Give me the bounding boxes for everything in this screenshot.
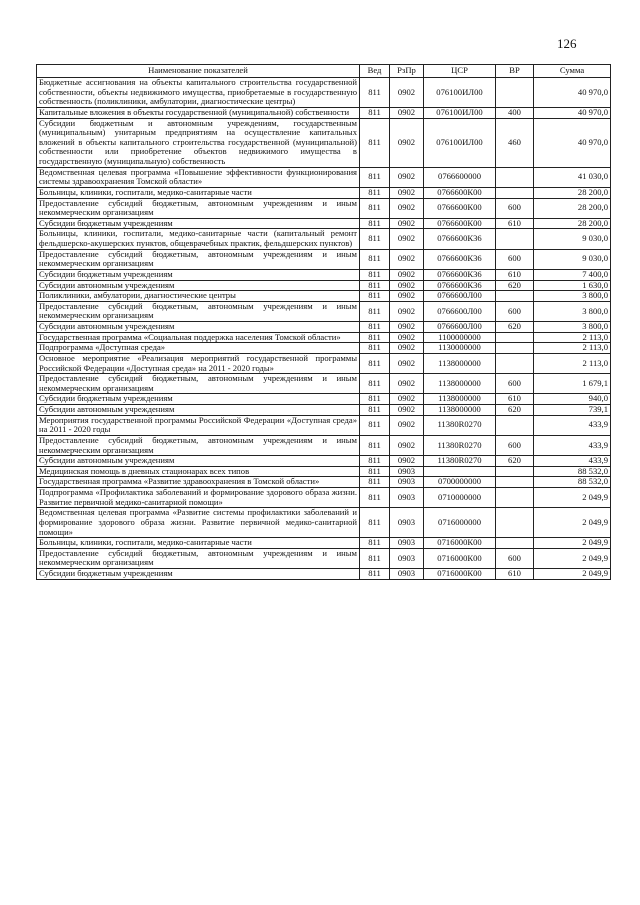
cell-rzpr: 0903 (390, 466, 424, 477)
cell-csr: 1138000000 (424, 405, 496, 416)
cell-ved: 811 (360, 280, 390, 291)
cell-csr: 0766600000 (424, 167, 496, 187)
table-body (37, 78, 611, 580)
cell-sum: 2 113,0 (534, 332, 611, 343)
cell-ved: 811 (360, 456, 390, 467)
table-row (37, 249, 611, 269)
cell-vr: 620 (496, 280, 534, 291)
cell-sum: 2 049,9 (534, 538, 611, 549)
cell-name: Предоставление субсидий бюджетным, автономным учреждениям и иным некоммерческим организациям (37, 435, 360, 455)
cell-rzpr: 0902 (390, 456, 424, 467)
cell-rzpr: 0902 (390, 229, 424, 249)
cell-csr: 0716000К00 (424, 548, 496, 568)
cell-name: Больницы, клиники, госпитали, медико-санитарные части (37, 187, 360, 198)
cell-vr (496, 229, 534, 249)
cell-csr: 0766600К36 (424, 249, 496, 269)
cell-vr (496, 477, 534, 488)
cell-ved: 811 (360, 569, 390, 580)
cell-csr: 11380R0270 (424, 435, 496, 455)
table-row (37, 322, 611, 333)
cell-csr: 1138000000 (424, 374, 496, 394)
table-header (37, 65, 611, 78)
cell-csr: 11380R0270 (424, 415, 496, 435)
cell-rzpr: 0902 (390, 269, 424, 280)
cell-vr: 620 (496, 405, 534, 416)
cell-name: Предоставление субсидий бюджетным, автономным учреждениям и иным некоммерческим организациям (37, 249, 360, 269)
cell-name: Предоставление субсидий бюджетным, автономным учреждениям и иным некоммерческим организациям (37, 374, 360, 394)
cell-sum: 40 970,0 (534, 118, 611, 167)
cell-name: Подпрограмма «Доступная среда» (37, 343, 360, 354)
table-row (37, 538, 611, 549)
cell-sum: 3 800,0 (534, 301, 611, 321)
cell-sum: 2 113,0 (534, 343, 611, 354)
table-row (37, 466, 611, 477)
cell-sum: 2 049,9 (534, 569, 611, 580)
cell-name: Предоставление субсидий бюджетным, автономным учреждениям и иным некоммерческим организациям (37, 548, 360, 568)
cell-sum: 9 030,0 (534, 249, 611, 269)
cell-ved: 811 (360, 435, 390, 455)
cell-vr (496, 538, 534, 549)
cell-vr: 610 (496, 569, 534, 580)
cell-csr: 0766600К00 (424, 187, 496, 198)
cell-ved: 811 (360, 218, 390, 229)
cell-sum: 40 970,0 (534, 78, 611, 108)
cell-sum: 41 030,0 (534, 167, 611, 187)
cell-ved: 811 (360, 198, 390, 218)
cell-vr: 600 (496, 249, 534, 269)
table-row (37, 405, 611, 416)
cell-sum: 2 049,9 (534, 548, 611, 568)
cell-ved: 811 (360, 353, 390, 373)
cell-sum: 88 532,0 (534, 466, 611, 477)
cell-name: Субсидии бюджетным учреждениям (37, 218, 360, 229)
cell-vr: 610 (496, 218, 534, 229)
cell-ved: 811 (360, 415, 390, 435)
table-row (37, 488, 611, 508)
cell-rzpr: 0902 (390, 167, 424, 187)
cell-rzpr: 0902 (390, 280, 424, 291)
page-number: 126 (557, 36, 577, 51)
table-row (37, 374, 611, 394)
cell-rzpr: 0902 (390, 78, 424, 108)
header-rzpr: РзПр (390, 65, 424, 78)
cell-sum: 28 200,0 (534, 198, 611, 218)
cell-name: Ведомственная целевая программа «Развитие системы профилактики заболеваний и формирование здорового образа жизни. Развитие первичной медико-санитарной помощи» (37, 508, 360, 538)
cell-rzpr: 0902 (390, 218, 424, 229)
cell-vr: 600 (496, 301, 534, 321)
cell-rzpr: 0902 (390, 353, 424, 373)
cell-vr (496, 332, 534, 343)
cell-ved: 811 (360, 466, 390, 477)
cell-ved: 811 (360, 394, 390, 405)
cell-ved: 811 (360, 477, 390, 488)
cell-rzpr: 0902 (390, 343, 424, 354)
cell-vr: 600 (496, 435, 534, 455)
header-name: Наименование показателей (37, 65, 360, 78)
cell-name: Капитальные вложения в объекты государственной (муниципальной) собственности (37, 107, 360, 118)
cell-csr: 0766600К00 (424, 198, 496, 218)
cell-ved: 811 (360, 488, 390, 508)
cell-csr: 0716000К00 (424, 538, 496, 549)
cell-ved: 811 (360, 118, 390, 167)
cell-csr: 0766600К36 (424, 229, 496, 249)
cell-rzpr: 0902 (390, 249, 424, 269)
cell-sum: 7 400,0 (534, 269, 611, 280)
cell-vr: 620 (496, 322, 534, 333)
cell-rzpr: 0902 (390, 374, 424, 394)
cell-csr: 076100ИЛ00 (424, 118, 496, 167)
cell-csr: 0716000К00 (424, 569, 496, 580)
cell-csr: 0766600Л00 (424, 301, 496, 321)
table-row (37, 353, 611, 373)
cell-sum: 40 970,0 (534, 107, 611, 118)
cell-csr: 0766600Л00 (424, 322, 496, 333)
cell-vr: 600 (496, 374, 534, 394)
cell-rzpr: 0902 (390, 435, 424, 455)
cell-name: Субсидии автономным учреждениям (37, 456, 360, 467)
cell-csr: 0766600Л00 (424, 291, 496, 302)
cell-ved: 811 (360, 374, 390, 394)
cell-csr: 1130000000 (424, 343, 496, 354)
table-row (37, 435, 611, 455)
table-row (37, 269, 611, 280)
cell-vr (496, 488, 534, 508)
cell-sum: 2 049,9 (534, 508, 611, 538)
cell-sum: 3 800,0 (534, 291, 611, 302)
budget-table (36, 64, 611, 580)
table-row (37, 198, 611, 218)
cell-ved: 811 (360, 301, 390, 321)
cell-name: Бюджетные ассигнования на объекты капитального строительства государственной собственности, объекты недвижимого имущества, приобретаемые в государственную собственность (поликлиники, амбулатории, диагностические центры) (37, 78, 360, 108)
cell-ved: 811 (360, 269, 390, 280)
cell-vr (496, 466, 534, 477)
table-row (37, 394, 611, 405)
cell-name: Поликлиники, амбулатории, диагностические центры (37, 291, 360, 302)
table-row (37, 78, 611, 108)
cell-vr: 460 (496, 118, 534, 167)
cell-ved: 811 (360, 343, 390, 354)
cell-sum: 1 630,0 (534, 280, 611, 291)
cell-vr: 400 (496, 107, 534, 118)
cell-csr (424, 466, 496, 477)
cell-csr: 1138000000 (424, 394, 496, 405)
table-row (37, 291, 611, 302)
cell-vr (496, 187, 534, 198)
header-row (37, 65, 611, 78)
cell-csr: 0716000000 (424, 508, 496, 538)
header-ved: Вед (360, 65, 390, 78)
cell-name: Больницы, клиники, госпитали, медико-санитарные части (капитальный ремонт фельдшерско-акушерских пунктов, общеврачебных практик, фельдшерских пунктов) (37, 229, 360, 249)
cell-vr: 610 (496, 394, 534, 405)
cell-ved: 811 (360, 405, 390, 416)
cell-ved: 811 (360, 167, 390, 187)
table-row (37, 218, 611, 229)
cell-ved: 811 (360, 548, 390, 568)
cell-name: Субсидии автономным учреждениям (37, 405, 360, 416)
cell-vr: 610 (496, 269, 534, 280)
cell-sum: 3 800,0 (534, 322, 611, 333)
cell-csr: 0766600К36 (424, 280, 496, 291)
cell-csr: 11380R0270 (424, 456, 496, 467)
cell-csr: 1138000000 (424, 353, 496, 373)
cell-name: Подпрограмма «Профилактика заболеваний и формирование здорового образа жизни. Развитие первичной медико-санитарной помощи» (37, 488, 360, 508)
cell-name: Больницы, клиники, госпитали, медико-санитарные части (37, 538, 360, 549)
cell-sum: 2 113,0 (534, 353, 611, 373)
cell-rzpr: 0902 (390, 118, 424, 167)
cell-rzpr: 0902 (390, 332, 424, 343)
table-row (37, 477, 611, 488)
cell-vr (496, 508, 534, 538)
table-row (37, 332, 611, 343)
cell-rzpr: 0902 (390, 198, 424, 218)
table-row (37, 187, 611, 198)
cell-rzpr: 0902 (390, 405, 424, 416)
cell-name: Субсидии бюджетным учреждениям (37, 569, 360, 580)
cell-vr (496, 78, 534, 108)
cell-sum: 433,9 (534, 435, 611, 455)
cell-name: Субсидии автономным учреждениям (37, 322, 360, 333)
cell-sum: 1 679,1 (534, 374, 611, 394)
cell-rzpr: 0902 (390, 291, 424, 302)
cell-csr: 076100ИЛ00 (424, 78, 496, 108)
cell-rzpr: 0903 (390, 508, 424, 538)
cell-name: Ведомственная целевая программа «Повышение эффективности функционирования системы здравоохранения Томской области» (37, 167, 360, 187)
cell-name: Субсидии автономным учреждениям (37, 280, 360, 291)
cell-vr (496, 167, 534, 187)
cell-ved: 811 (360, 187, 390, 198)
cell-sum: 940,0 (534, 394, 611, 405)
cell-name: Медицинская помощь в дневных стационарах всех типов (37, 466, 360, 477)
cell-sum: 433,9 (534, 415, 611, 435)
table-row (37, 508, 611, 538)
cell-name: Государственная программа «Развитие здравоохранения в Томской области» (37, 477, 360, 488)
cell-rzpr: 0903 (390, 488, 424, 508)
cell-rzpr: 0903 (390, 477, 424, 488)
cell-csr: 0766600К36 (424, 269, 496, 280)
table-row (37, 343, 611, 354)
cell-name: Мероприятия государственной программы Российской Федерации «Доступная среда» на 2011 - 2020 годы (37, 415, 360, 435)
cell-ved: 811 (360, 78, 390, 108)
cell-vr (496, 343, 534, 354)
cell-ved: 811 (360, 508, 390, 538)
cell-name: Основное мероприятие «Реализация мероприятий государственной программы Российской Федерации «Доступная среда» на 2011 - 2020 годы» (37, 353, 360, 373)
cell-csr: 0766600К00 (424, 218, 496, 229)
cell-csr: 1100000000 (424, 332, 496, 343)
cell-ved: 811 (360, 332, 390, 343)
cell-sum: 88 532,0 (534, 477, 611, 488)
table-row (37, 107, 611, 118)
cell-vr (496, 415, 534, 435)
header-csr: ЦСР (424, 65, 496, 78)
cell-ved: 811 (360, 538, 390, 549)
cell-csr: 076100ИЛ00 (424, 107, 496, 118)
cell-vr (496, 353, 534, 373)
table-row (37, 415, 611, 435)
cell-rzpr: 0903 (390, 569, 424, 580)
cell-ved: 811 (360, 107, 390, 118)
cell-name: Субсидии бюджетным учреждениям (37, 394, 360, 405)
cell-csr: 0710000000 (424, 488, 496, 508)
table-row (37, 456, 611, 467)
cell-sum: 28 200,0 (534, 218, 611, 229)
table-row (37, 118, 611, 167)
table-row (37, 569, 611, 580)
cell-ved: 811 (360, 291, 390, 302)
cell-ved: 811 (360, 229, 390, 249)
cell-sum: 2 049,9 (534, 488, 611, 508)
table-row (37, 301, 611, 321)
cell-rzpr: 0902 (390, 107, 424, 118)
cell-name: Субсидии бюджетным учреждениям (37, 269, 360, 280)
cell-csr: 0700000000 (424, 477, 496, 488)
cell-sum: 433,9 (534, 456, 611, 467)
cell-rzpr: 0902 (390, 187, 424, 198)
cell-rzpr: 0902 (390, 394, 424, 405)
cell-name: Предоставление субсидий бюджетным, автономным учреждениям и иным некоммерческим организациям (37, 301, 360, 321)
cell-rzpr: 0903 (390, 548, 424, 568)
header-vr: ВР (496, 65, 534, 78)
cell-sum: 9 030,0 (534, 229, 611, 249)
cell-ved: 811 (360, 249, 390, 269)
cell-vr: 600 (496, 198, 534, 218)
cell-sum: 739,1 (534, 405, 611, 416)
cell-sum: 28 200,0 (534, 187, 611, 198)
cell-rzpr: 0902 (390, 415, 424, 435)
table-row (37, 548, 611, 568)
table-row (37, 167, 611, 187)
cell-rzpr: 0902 (390, 322, 424, 333)
cell-rzpr: 0903 (390, 538, 424, 549)
table-row (37, 280, 611, 291)
table-row (37, 229, 611, 249)
cell-vr: 600 (496, 548, 534, 568)
header-sum: Сумма (534, 65, 611, 78)
cell-rzpr: 0902 (390, 301, 424, 321)
cell-name: Государственная программа «Социальная поддержка населения Томской области» (37, 332, 360, 343)
cell-vr: 620 (496, 456, 534, 467)
cell-name: Субсидии бюджетным и автономным учреждениям, государственным (муниципальным) унитарным предприятиям на осуществление капитальных вложений в объекты капитального строительства государственной (муниципальной) собственности или приобретение объектов недвижимого имущества в государственную (муниципальную) собственность (37, 118, 360, 167)
cell-vr (496, 291, 534, 302)
cell-ved: 811 (360, 322, 390, 333)
cell-name: Предоставление субсидий бюджетным, автономным учреждениям и иным некоммерческим организациям (37, 198, 360, 218)
